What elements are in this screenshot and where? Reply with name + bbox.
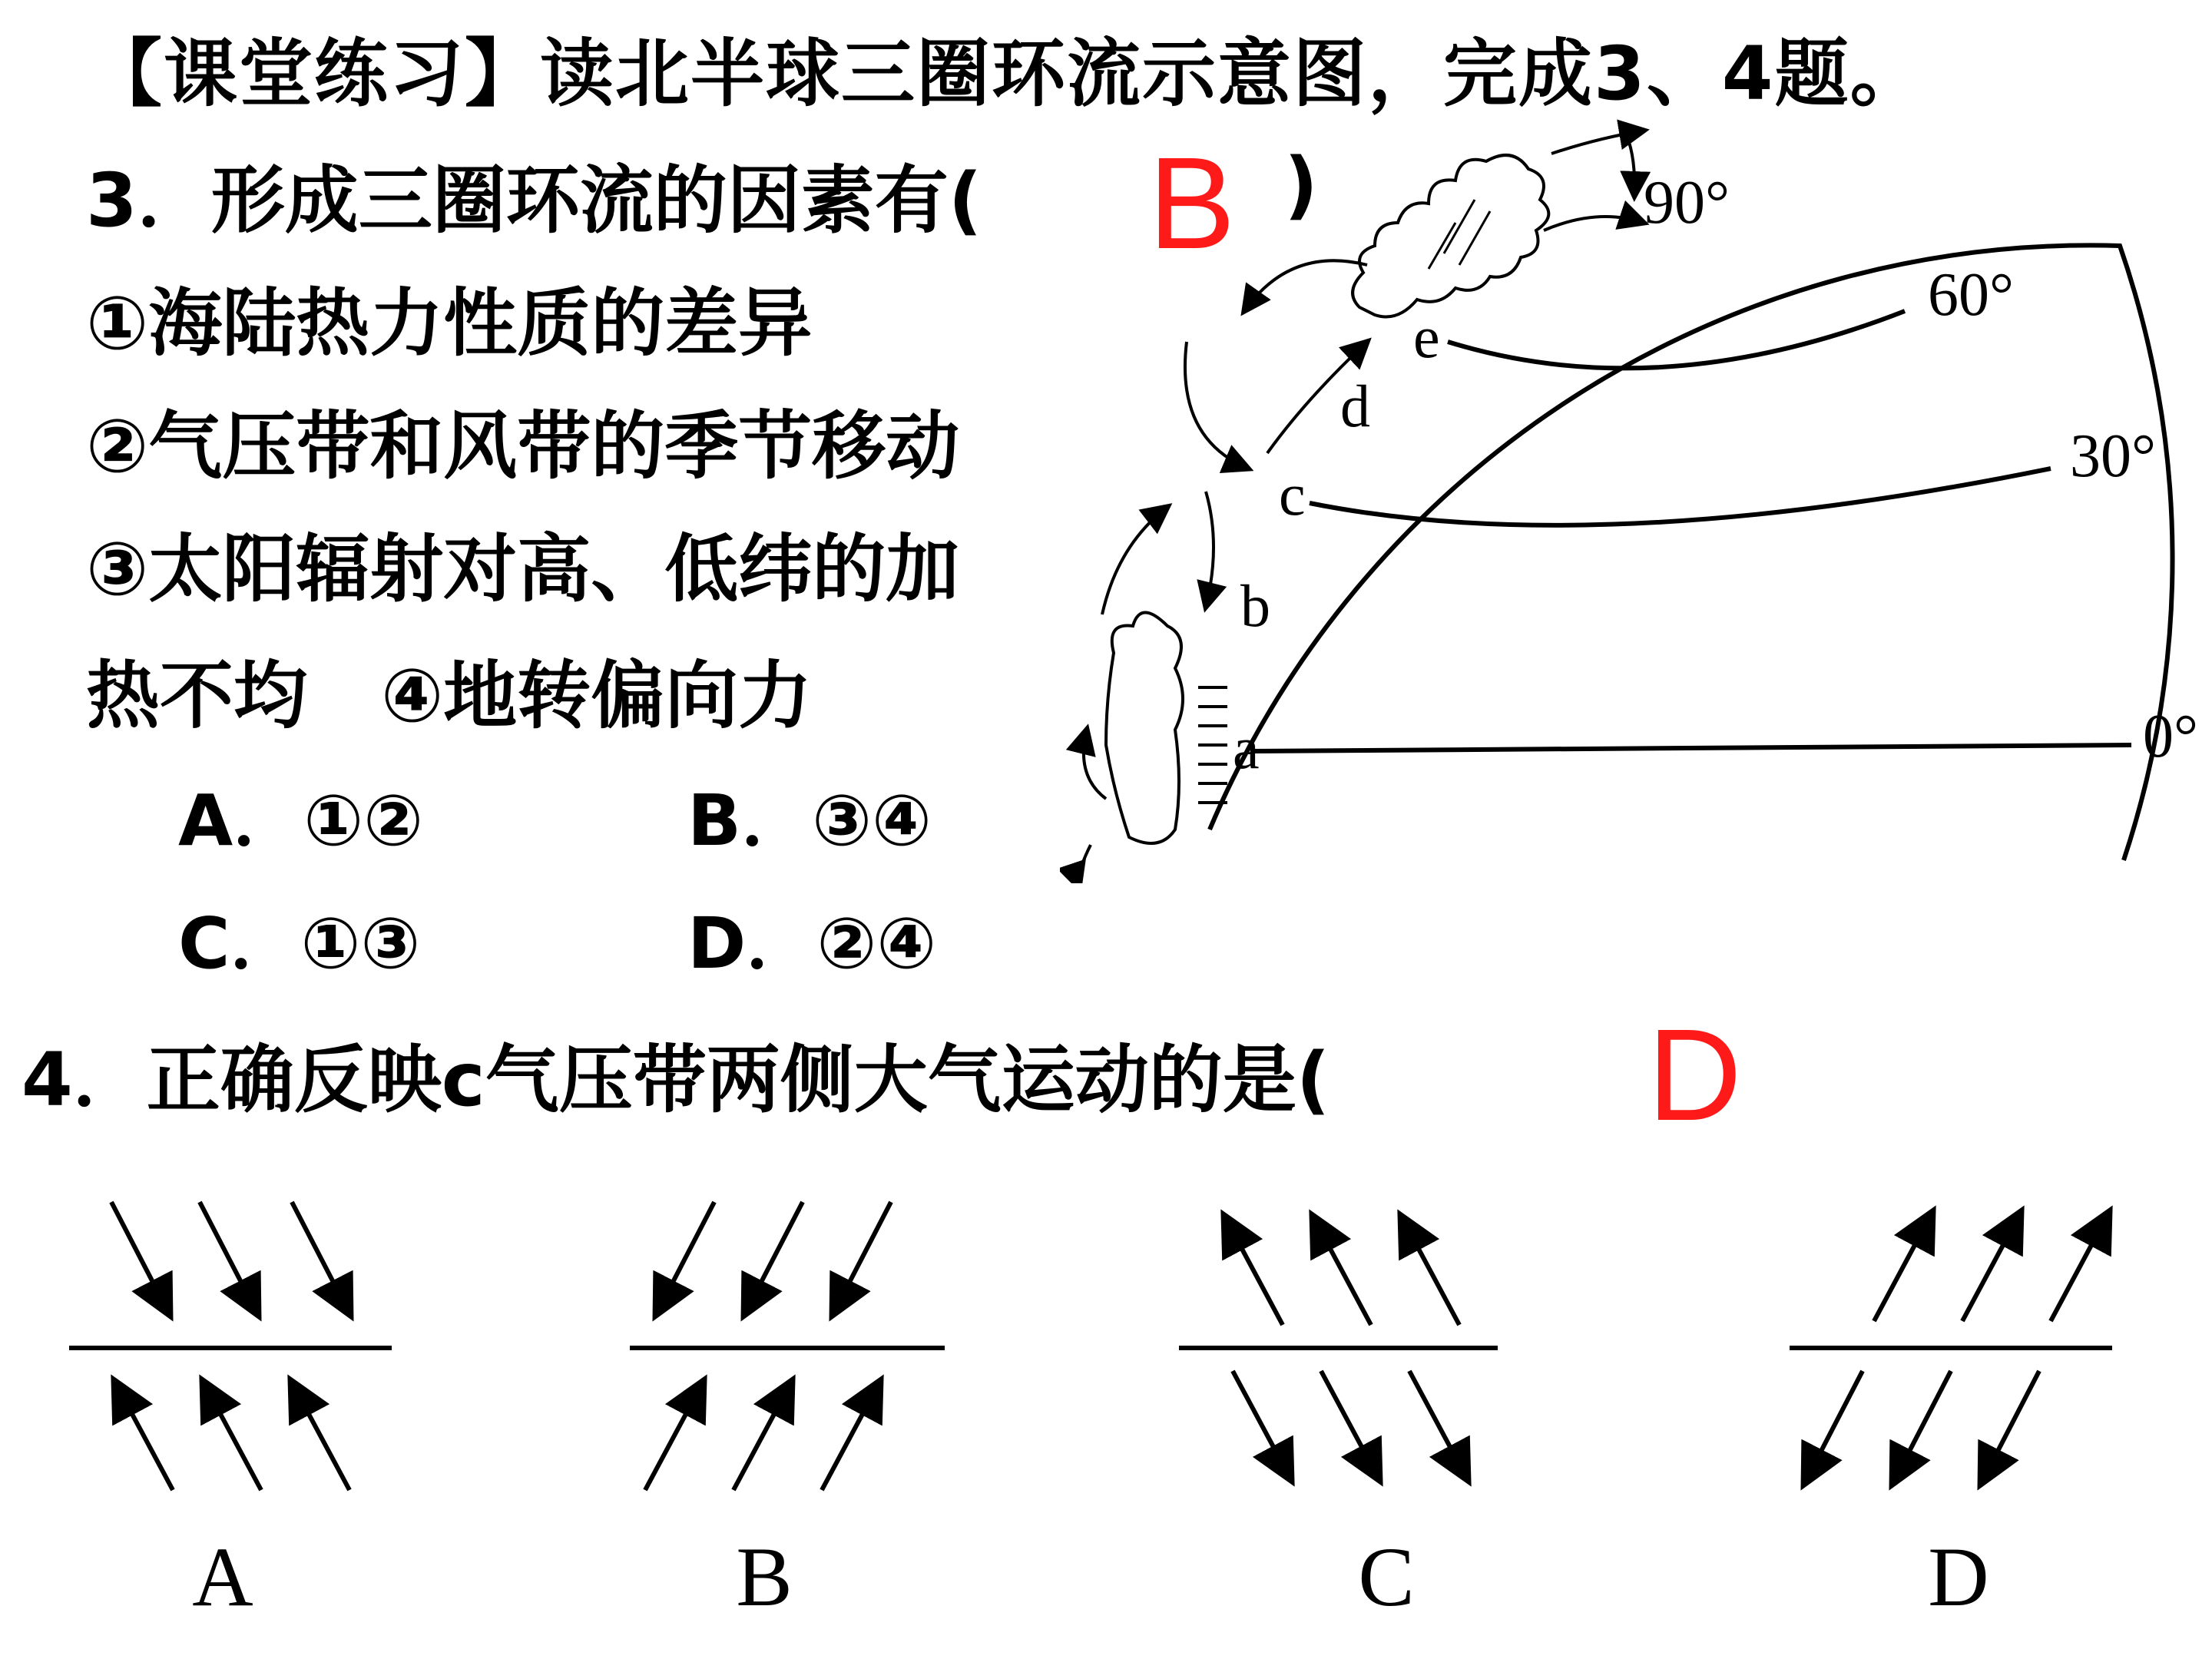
q3-item-3: ③太阳辐射对高、低纬的加 bbox=[86, 526, 960, 612]
choice-d-diagram bbox=[1790, 1214, 2112, 1482]
q3-answer: B bbox=[1148, 131, 1236, 276]
choice-a-label[interactable]: A bbox=[192, 1530, 253, 1624]
equator-cloud-icon bbox=[1106, 613, 1183, 844]
lat-label-90: 90° bbox=[1644, 169, 1730, 237]
choice-b-label[interactable]: B bbox=[736, 1530, 793, 1624]
option-value: ②④ bbox=[816, 902, 937, 985]
equator-low-stripes bbox=[1198, 687, 1227, 803]
option-letter: A． bbox=[178, 780, 304, 862]
option-value: ①③ bbox=[300, 902, 421, 985]
choice-d-label[interactable]: D bbox=[1928, 1530, 1989, 1624]
q3-item-1: ①海陆热力性质的差异 bbox=[86, 280, 813, 366]
globe-outline bbox=[1210, 245, 2173, 860]
polar-cloud-icon bbox=[1353, 155, 1548, 317]
belt-label-b: b bbox=[1240, 572, 1270, 639]
choice-c-label[interactable]: C bbox=[1358, 1530, 1415, 1624]
equator-line bbox=[1252, 745, 2131, 751]
belt-label-d: d bbox=[1340, 373, 1370, 439]
option-letter: B． bbox=[687, 780, 813, 862]
q3-stem: 3．形成三圈环流的因素有( bbox=[86, 157, 982, 243]
q3-item-4: 热不均 ④地转偏向力 bbox=[86, 653, 813, 739]
q4-choices bbox=[0, 1167, 2212, 1659]
choice-a-diagram bbox=[69, 1202, 392, 1490]
q3-option-d[interactable] bbox=[687, 887, 936, 988]
belt-label-c: c bbox=[1279, 461, 1306, 528]
page-title: 【课堂练习】读北半球三圈环流示意图，完成3、4题。 bbox=[88, 31, 1926, 117]
q3-option-a[interactable] bbox=[178, 764, 423, 866]
belt-label-e: e bbox=[1413, 303, 1440, 370]
q3-option-b[interactable] bbox=[687, 764, 932, 866]
belt-label-a: a bbox=[1233, 714, 1260, 781]
choice-b-diagram bbox=[630, 1202, 945, 1490]
q3-item-2: ②气压带和风带的季节移动 bbox=[86, 403, 960, 489]
lat-label-30: 30° bbox=[2070, 422, 2156, 490]
q4-stem: 4．正确反映c气压带两侧大气运动的是( bbox=[22, 1037, 1330, 1123]
q4-answer: D bbox=[1647, 1002, 1742, 1148]
option-value: ①② bbox=[303, 780, 423, 862]
lat-label-60: 60° bbox=[1928, 261, 2014, 329]
option-letter: D． bbox=[687, 902, 817, 985]
circulation-diagram bbox=[1060, 115, 2212, 883]
q3-option-c[interactable] bbox=[178, 887, 420, 988]
q3-close-paren: ) bbox=[1284, 142, 1318, 228]
choice-c-diagram bbox=[1179, 1217, 1498, 1479]
option-value: ③④ bbox=[812, 780, 932, 862]
lat-label-0: 0° bbox=[2143, 703, 2198, 770]
option-letter: C． bbox=[178, 902, 301, 985]
